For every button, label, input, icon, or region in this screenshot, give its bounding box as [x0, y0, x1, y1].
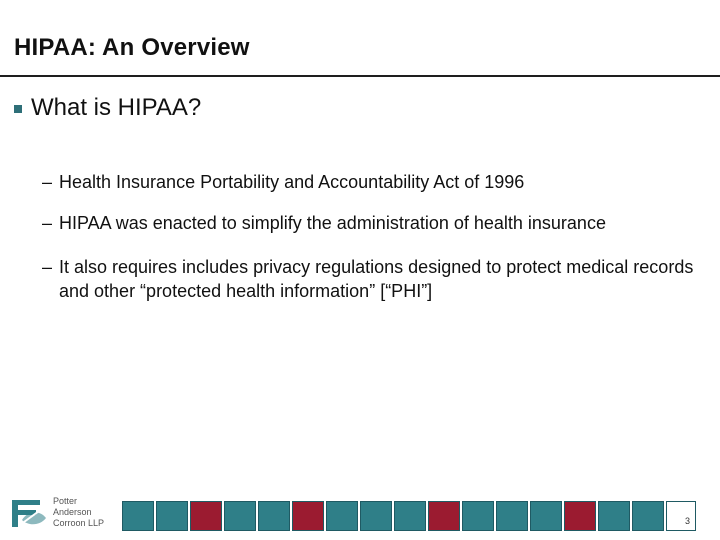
footer-color-strip: [122, 501, 666, 531]
strip-cell: [360, 501, 392, 531]
sub-bullet-text: It also requires includes privacy regulations designed to protect medical records and other “protected health information” [“PHI”]: [59, 257, 694, 301]
company-logo: [10, 494, 122, 534]
strip-cell: [428, 501, 460, 531]
strip-cell: [326, 501, 358, 531]
slide-title: HIPAA: An Overview: [14, 34, 250, 61]
strip-cell: [394, 501, 426, 531]
strip-cell: [530, 501, 562, 531]
sub-bullet-text: HIPAA was enacted to simplify the administration of health insurance: [59, 213, 606, 233]
strip-cell: [292, 501, 324, 531]
strip-cell: [122, 501, 154, 531]
sub-bullet: [42, 211, 702, 235]
strip-cell: [564, 501, 596, 531]
strip-cell: [598, 501, 630, 531]
logo-line: Corroon LLP: [53, 518, 105, 528]
strip-cell: [462, 501, 494, 531]
logo-wordmark: [53, 496, 104, 529]
strip-cell: [224, 501, 256, 531]
page-number-box: [666, 501, 696, 531]
strip-cell: [190, 501, 222, 531]
logo-mark-icon: [10, 496, 48, 530]
dash-marker: –: [42, 257, 53, 277]
strip-cell: [156, 501, 188, 531]
sub-bullet: [42, 255, 702, 303]
sub-bullet-text: Health Insurance Portability and Accountability Act of 1996: [59, 172, 525, 192]
strip-cell: [258, 501, 290, 531]
page-number: 3: [684, 516, 690, 526]
logo-line: Potter: [53, 496, 78, 506]
logo-line: Anderson: [53, 507, 92, 517]
main-bullet: [14, 94, 201, 122]
sub-bullet: [42, 170, 702, 194]
strip-cell: [632, 501, 664, 531]
strip-cell: [496, 501, 528, 531]
main-bullet-text: What is HIPAA?: [31, 94, 202, 121]
title-divider: [0, 75, 720, 77]
dash-marker: –: [42, 213, 53, 233]
square-bullet-icon: [14, 105, 22, 113]
dash-marker: –: [42, 172, 53, 192]
